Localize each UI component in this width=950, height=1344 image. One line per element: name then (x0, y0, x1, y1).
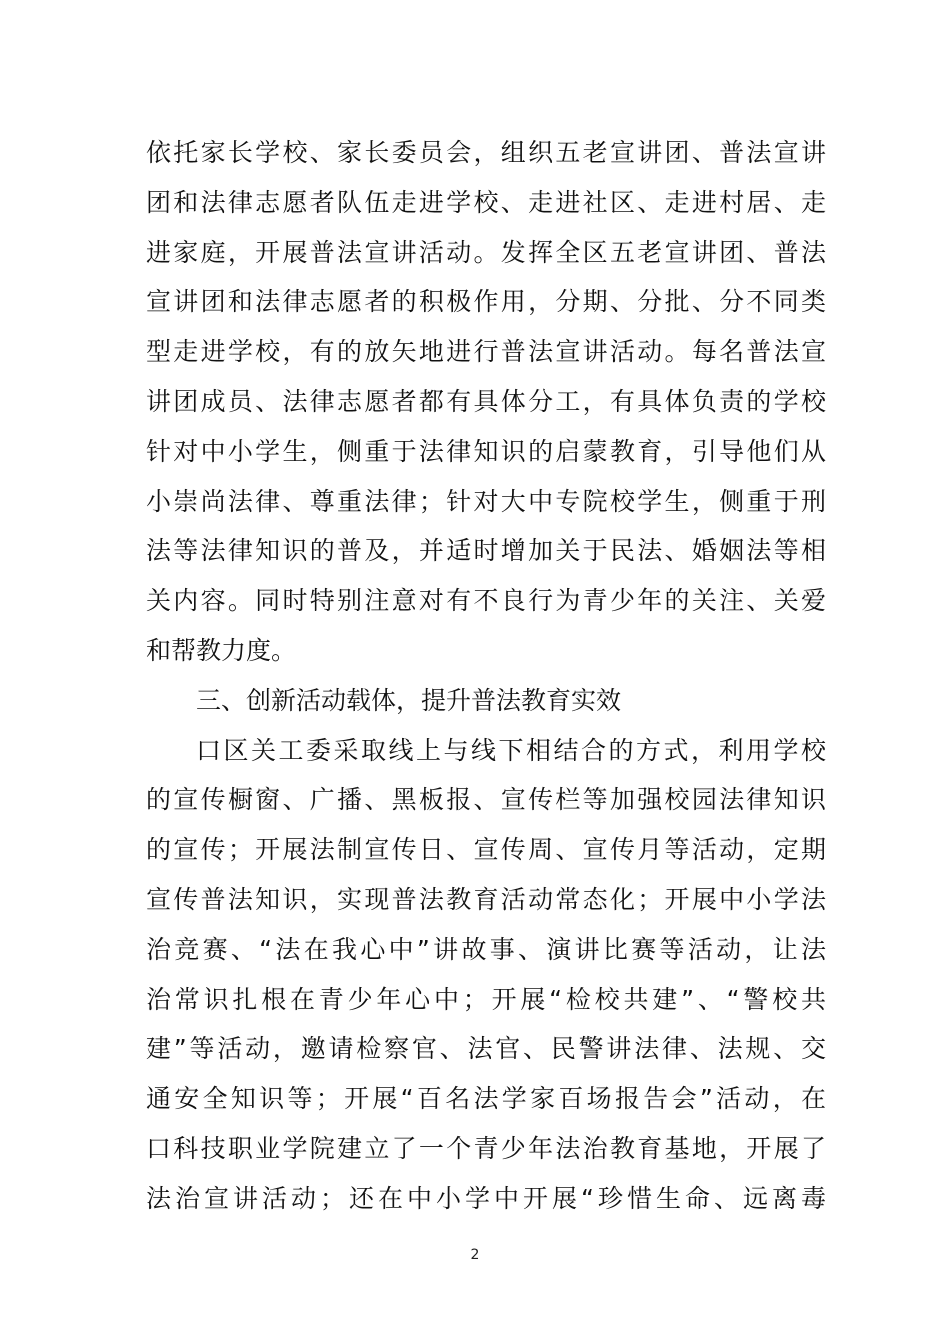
text-line: 依托家长学校、家长委员会，组织五老宣讲团、普法宣讲 (146, 138, 826, 167)
text-line: 口区关工委采取线上与线下相结合的方式，利用学校 (196, 735, 826, 765)
text-line: 针对中小学生，侧重于法律知识的启蒙教育，引导他们从 (146, 436, 826, 466)
text-line: 治常识扎根在青少年心中；开展“检校共建”、“警校共 (146, 984, 826, 1014)
text-line: 法等法律知识的普及，并适时增加关于民法、婚姻法等相 (146, 536, 826, 566)
text-line: 小崇尚法律、尊重法律；针对大中专院校学生，侧重于刑 (146, 486, 826, 516)
text-line: 宣讲团和法律志愿者的积极作用，分期、分批、分不同类 (146, 287, 826, 317)
text-line: 法治宣讲活动；还在中小学中开展“珍惜生命、远离毒 (146, 1183, 826, 1213)
text-line: 进家庭，开展普法宣讲活动。发挥全区五老宣讲团、普法 (146, 237, 826, 267)
body-text (146, 128, 826, 1224)
text-line: 型走进学校，有的放矢地进行普法宣讲活动。每名普法宣 (146, 337, 826, 367)
text-line: 团和法律志愿者队伍走进学校、走进社区、走进村居、走 (146, 187, 826, 217)
section-heading: 三、创新活动载体，提升普法教育实效 (196, 685, 622, 715)
text-line: 治竞赛、“法在我心中”讲故事、演讲比赛等活动，让法 (146, 934, 826, 964)
text-line: 的宣传橱窗、广播、黑板报、宣传栏等加强校园法律知识 (146, 785, 826, 815)
page-number: 2 (470, 1247, 480, 1263)
text-line: 宣传普法知识，实现普法教育活动常态化；开展中小学法 (146, 884, 826, 914)
text-line: 关内容。同时特别注意对有不良行为青少年的关注、关爱 (146, 586, 826, 616)
text-line: 口科技职业学院建立了一个青少年法治教育基地，开展了 (146, 1133, 826, 1163)
text-line: 建”等活动，邀请检察官、法官、民警讲法律、法规、交 (146, 1034, 826, 1064)
text-line: 的宣传；开展法制宣传日、宣传周、宣传月等活动，定期 (146, 835, 826, 865)
text-line: 通安全知识等；开展“百名法学家百场报告会”活动，在 (146, 1084, 826, 1114)
text-line: 和帮教力度。 (146, 635, 297, 665)
text-line: 讲团成员、法律志愿者都有具体分工，有具体负责的学校 (146, 386, 826, 416)
